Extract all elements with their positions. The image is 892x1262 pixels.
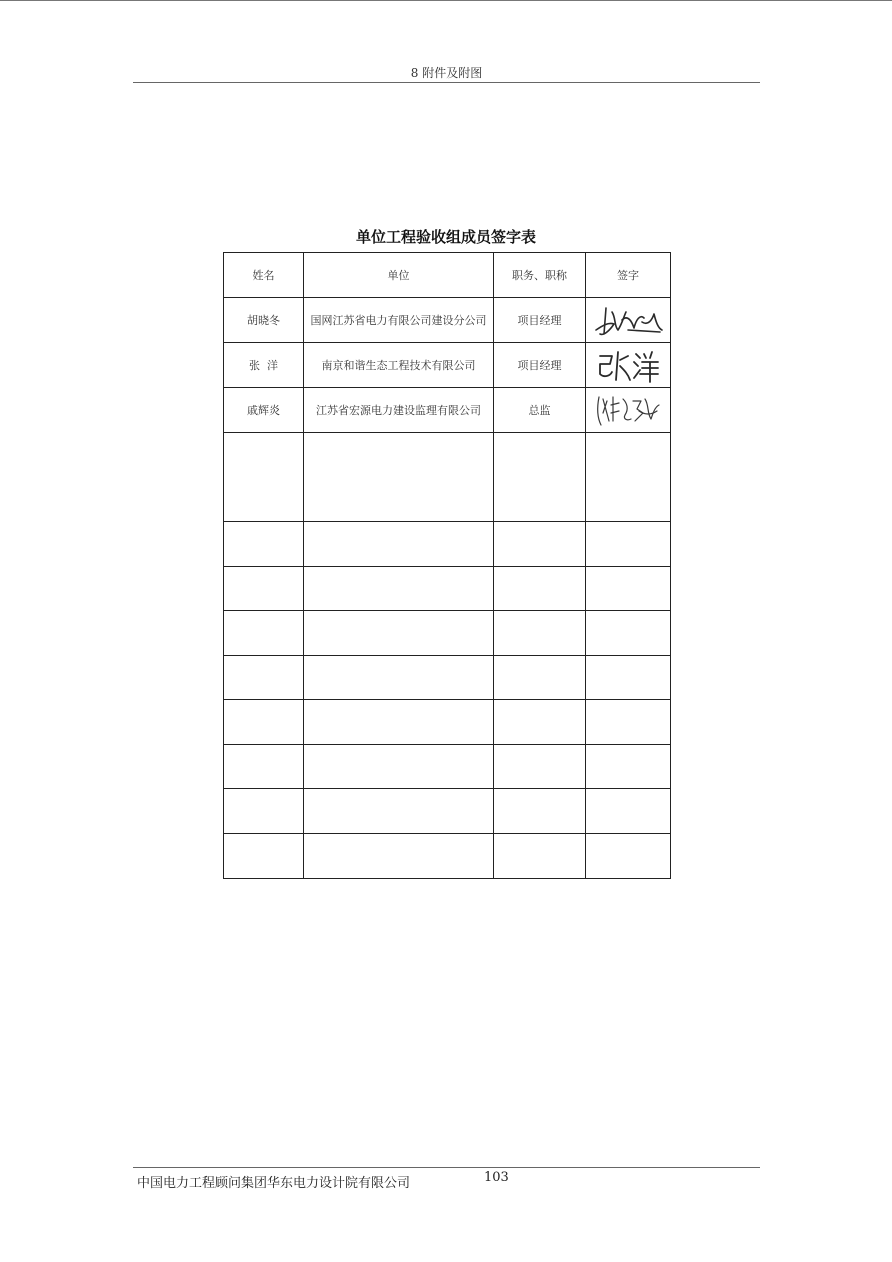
empty-row xyxy=(224,789,671,834)
column-header-position: 职务、职称 xyxy=(494,253,586,298)
table-row xyxy=(224,388,671,433)
header-row xyxy=(224,253,671,298)
member-name: 张 洋 xyxy=(224,343,304,388)
table-row xyxy=(224,298,671,343)
member-name: 戚辉炎 xyxy=(224,388,304,433)
handwritten-signature xyxy=(593,391,663,429)
member-name: 胡晓冬 xyxy=(224,298,304,343)
signature-cell xyxy=(586,298,671,343)
member-position: 项目经理 xyxy=(494,343,586,388)
member-position: 项目经理 xyxy=(494,298,586,343)
member-unit: 江苏省宏源电力建设监理有限公司 xyxy=(304,388,494,433)
footer-rule xyxy=(133,1167,760,1168)
signature-cell xyxy=(586,343,671,388)
table-row xyxy=(224,343,671,388)
empty-row xyxy=(224,700,671,745)
table-title: 单位工程验收组成员签字表 xyxy=(355,228,536,246)
empty-row xyxy=(224,656,671,700)
member-position: 总监 xyxy=(494,388,586,433)
page-number: 103 xyxy=(484,1170,509,1185)
running-header: 8 附件及附图 xyxy=(410,66,483,80)
handwritten-signature xyxy=(596,346,660,384)
empty-row xyxy=(224,611,671,656)
column-header-name: 姓名 xyxy=(224,253,304,298)
column-header-unit: 单位 xyxy=(304,253,494,298)
signature-table xyxy=(223,252,671,879)
empty-row xyxy=(224,433,671,522)
member-unit: 南京和谐生态工程技术有限公司 xyxy=(304,343,494,388)
header-rule xyxy=(133,82,760,83)
signature-cell xyxy=(586,388,671,433)
empty-row xyxy=(224,567,671,611)
member-unit: 国网江苏省电力有限公司建设分公司 xyxy=(304,298,494,343)
empty-row xyxy=(224,745,671,789)
empty-row xyxy=(224,522,671,567)
column-header-signature: 签字 xyxy=(586,253,671,298)
footer-company: 中国电力工程顾问集团华东电力设计院有限公司 xyxy=(137,1176,411,1191)
handwritten-signature xyxy=(592,300,664,340)
empty-row xyxy=(224,834,671,879)
page-top-border xyxy=(0,0,892,1)
